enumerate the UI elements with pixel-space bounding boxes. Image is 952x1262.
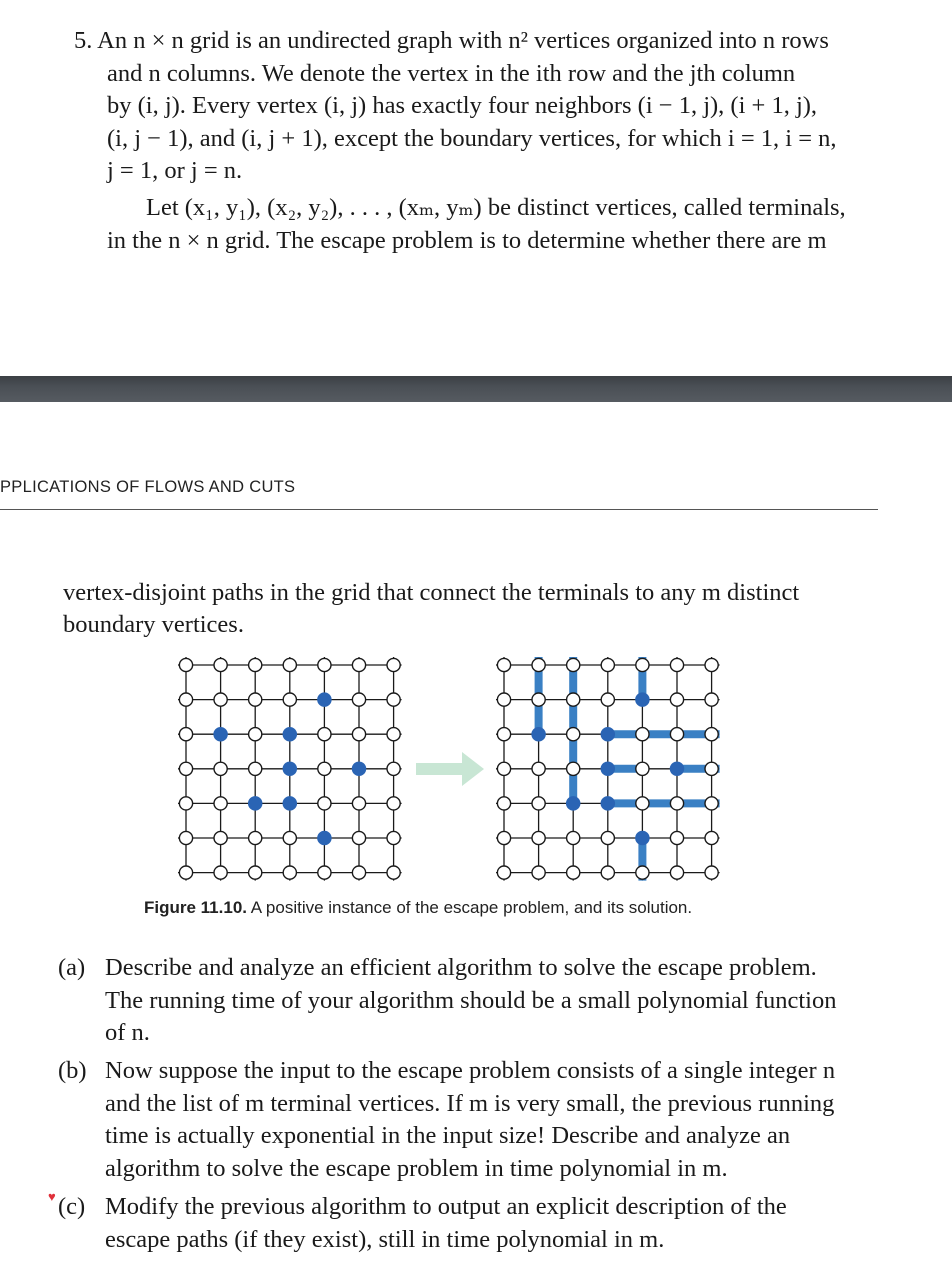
caption-label: Figure 11.10.	[144, 898, 247, 917]
grid-vertex	[214, 693, 227, 706]
grid-vertex	[705, 866, 718, 879]
intro-line-4: (i, j − 1), and (i, j + 1), except the boundary vertices, for which i = 1, i = n,	[107, 124, 837, 152]
terminal-vertex	[636, 831, 649, 844]
grid-vertex	[567, 728, 580, 741]
intro-line-3: by (i, j). Every vertex (i, j) has exactly four neighbors (i − 1, j), (i + 1, j),	[107, 92, 818, 119]
grid-vertex	[387, 797, 400, 810]
part-b-line: time is actually exponential in the input size! Describe and analyze an	[105, 1122, 791, 1149]
terminal-vertex	[283, 728, 296, 741]
grid-vertex	[532, 866, 545, 879]
part-a-line: of n.	[105, 1019, 150, 1046]
page-fragment-top	[0, 0, 952, 376]
grid-vertex	[497, 762, 510, 775]
terminal-vertex	[249, 797, 262, 810]
page-break-band	[0, 376, 952, 402]
grid-vertex	[214, 658, 227, 671]
terminal-vertex	[283, 762, 296, 775]
grid-vertex	[179, 658, 192, 671]
grid-vertex	[387, 762, 400, 775]
part-c-line: escape paths (if they exist), still in time polynomial in m.	[105, 1225, 665, 1253]
part-a	[58, 952, 888, 1050]
grid-vertex	[532, 693, 545, 706]
transform-arrow	[416, 752, 484, 786]
grid-vertex	[497, 866, 510, 879]
grid-vertex	[387, 658, 400, 671]
grid-vertex	[636, 797, 649, 810]
grid-vertex	[532, 831, 545, 844]
part-c	[58, 1191, 888, 1256]
intro-line-5: j = 1, or j = n.	[107, 157, 243, 184]
terminal-vertex	[567, 797, 580, 810]
continued-line-1: vertex-disjoint paths in the grid that connect the terminals to any m distinct	[63, 579, 800, 606]
part-c-label: (c)	[58, 1193, 86, 1220]
terminal-vertex	[601, 728, 614, 741]
grid-vertex	[352, 797, 365, 810]
part-b	[58, 1055, 888, 1185]
grid-vertex	[670, 797, 683, 810]
grid-vertex	[497, 658, 510, 671]
grid-vertex	[318, 658, 331, 671]
terminal-vertex	[318, 831, 331, 844]
grid-vertex	[567, 831, 580, 844]
grid-vertex	[179, 797, 192, 810]
running-head-text: PPLICATIONS OF FLOWS AND CUTS	[0, 478, 296, 496]
terminal-vertex	[214, 728, 227, 741]
grid-vertex	[705, 831, 718, 844]
terminal-vertex	[601, 797, 614, 810]
grid-vertex	[352, 728, 365, 741]
grid-vertex	[670, 693, 683, 706]
caption-text: A positive instance of the escape problem, and its solution.	[247, 898, 693, 917]
grid-vertex	[179, 831, 192, 844]
grid-vertex	[179, 728, 192, 741]
grid-vertex	[214, 831, 227, 844]
grid-vertex	[387, 866, 400, 879]
grid-vertex	[532, 762, 545, 775]
grid-vertex	[318, 797, 331, 810]
grid-instance	[178, 657, 402, 881]
grid-vertex	[497, 831, 510, 844]
grid-vertex	[179, 866, 192, 879]
part-b-line: and the list of m terminal vertices. If m is very small, the previous running	[105, 1089, 835, 1117]
grid-vertex	[249, 866, 262, 879]
grid-vertex	[214, 866, 227, 879]
grid-vertex	[670, 866, 683, 879]
grid-vertex	[532, 658, 545, 671]
grid-vertex	[318, 762, 331, 775]
escape-problem-figure	[0, 650, 952, 890]
part-c-line: Modify the previous algorithm to output an explicit description of the	[105, 1193, 787, 1220]
grid-vertex	[497, 797, 510, 810]
grid-vertex	[387, 831, 400, 844]
terminals-line-2: in the n × n grid. The escape problem is to determine whether there are m	[107, 226, 827, 254]
terminal-vertex	[318, 693, 331, 706]
continued-line-2: boundary vertices.	[63, 611, 244, 638]
grid-vertex	[601, 658, 614, 671]
grid-vertex	[352, 658, 365, 671]
grid-vertex	[214, 797, 227, 810]
problem-number: 5.	[74, 27, 93, 54]
part-b-label: (b)	[58, 1057, 87, 1084]
part-a-label: (a)	[58, 954, 86, 981]
grid-vertex	[636, 658, 649, 671]
part-b-line: Now suppose the input to the escape problem consists of a single integer n	[105, 1057, 836, 1084]
grid-vertex	[249, 658, 262, 671]
grid-vertex	[670, 658, 683, 671]
grid-vertex	[179, 762, 192, 775]
grid-vertex	[283, 693, 296, 706]
grid-vertex	[249, 762, 262, 775]
grid-vertex	[249, 693, 262, 706]
favorite-marker-icon: ♥	[48, 1189, 56, 1204]
part-a-line: The running time of your algorithm should be a small polynomial function	[105, 986, 837, 1014]
grid-vertex	[705, 762, 718, 775]
grid-vertex	[283, 831, 296, 844]
running-head	[0, 478, 878, 510]
grid-vertex	[249, 831, 262, 844]
grid-vertex	[352, 831, 365, 844]
grid-vertex	[283, 866, 296, 879]
grid-vertex	[567, 762, 580, 775]
grid-vertex	[214, 762, 227, 775]
grid-vertex	[318, 866, 331, 879]
grid-solution	[496, 657, 720, 881]
terminal-vertex	[352, 762, 365, 775]
grid-vertex	[497, 693, 510, 706]
terminal-vertex	[601, 762, 614, 775]
part-b-line: algorithm to solve the escape problem in time polynomial in m.	[105, 1154, 728, 1182]
grid-vertex	[601, 693, 614, 706]
grid-vertex	[352, 866, 365, 879]
grid-vertex	[705, 797, 718, 810]
grid-vertex	[497, 728, 510, 741]
intro-line-2: and n columns. We denote the vertex in the ith row and the jth column	[107, 59, 796, 87]
grid-vertex	[283, 658, 296, 671]
grid-vertex	[567, 693, 580, 706]
part-a-line: Describe and analyze an efficient algorithm to solve the escape problem.	[105, 954, 817, 981]
grid-vertex	[318, 728, 331, 741]
grid-vertex	[636, 728, 649, 741]
problem-statement-intro: 5. An n × n grid is an undirected graph with n² vertices organized into n rows	[74, 27, 829, 54]
grid-vertex	[705, 693, 718, 706]
grid-vertex	[601, 831, 614, 844]
grid-vertex	[567, 658, 580, 671]
grid-vertex	[601, 866, 614, 879]
grid-vertex	[532, 797, 545, 810]
grid-vertex	[705, 728, 718, 741]
terminals-line-1: Let (x₁, y₁), (x₂, y₂), . . . , (xₘ, yₘ) be distinct vertices, called terminals,	[146, 194, 846, 221]
figure-caption	[144, 898, 692, 918]
grid-vertex	[352, 693, 365, 706]
terminal-vertex	[283, 797, 296, 810]
grid-vertex	[636, 762, 649, 775]
terminal-vertex	[532, 728, 545, 741]
grid-vertex	[705, 658, 718, 671]
terminal-vertex	[670, 762, 683, 775]
grid-vertex	[670, 728, 683, 741]
grid-vertex	[567, 866, 580, 879]
grid-vertex	[387, 728, 400, 741]
grid-vertex	[670, 831, 683, 844]
grid-vertex	[249, 728, 262, 741]
grid-vertex	[179, 693, 192, 706]
grid-vertex	[636, 866, 649, 879]
terminal-vertex	[636, 693, 649, 706]
grid-vertex	[387, 693, 400, 706]
